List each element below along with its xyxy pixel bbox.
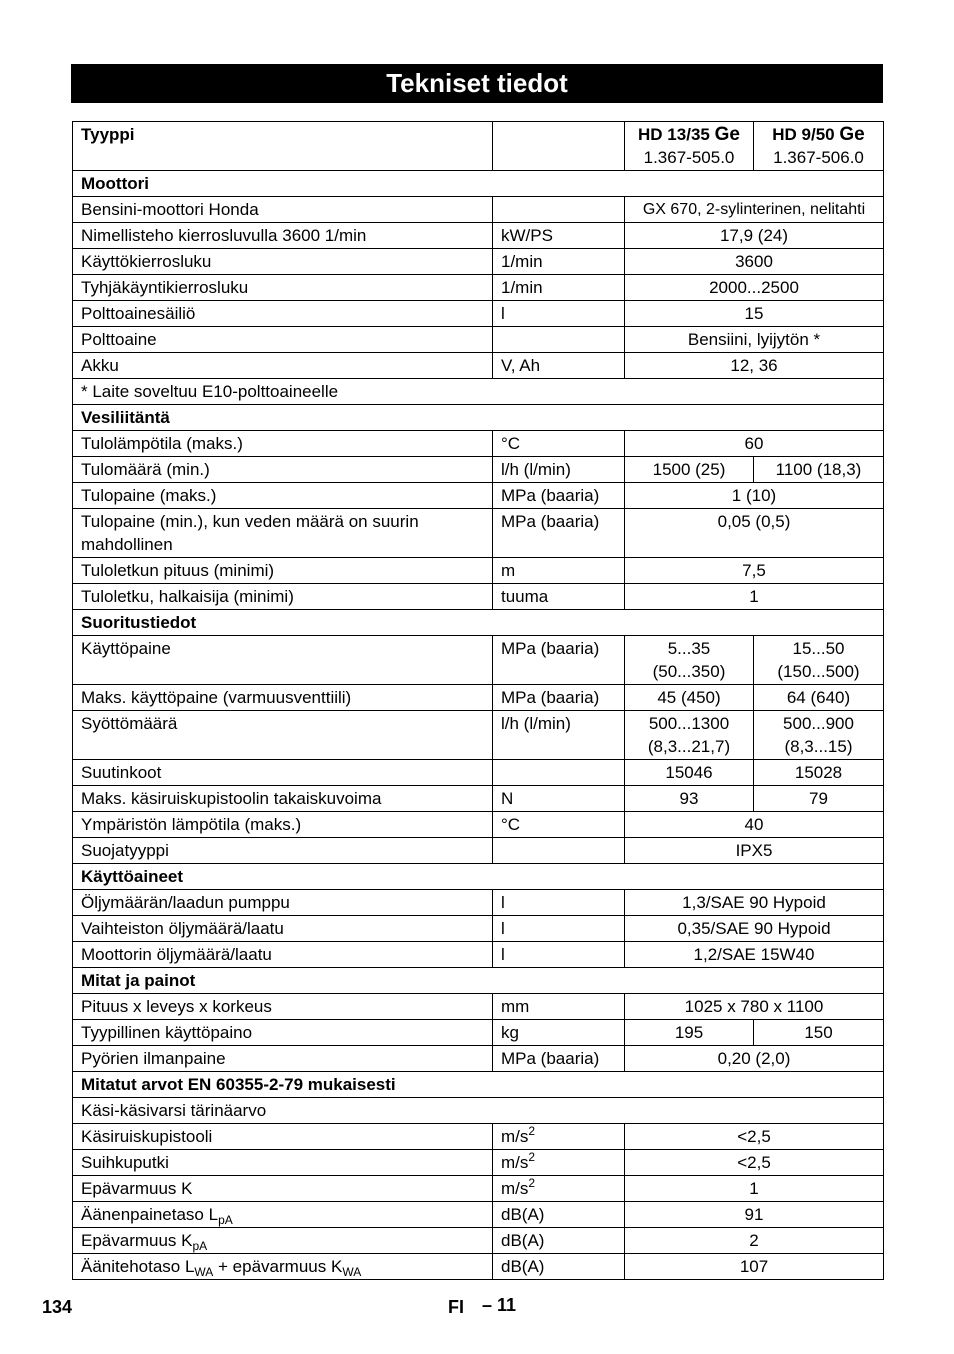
table-row: [73, 275, 884, 301]
spec-label-text: Epävarmuus K: [81, 1231, 193, 1250]
table-row: [73, 942, 884, 968]
label-continuation: + epävarmuus K: [213, 1257, 343, 1276]
spec-value: 1025 x 780 x 1100: [625, 994, 884, 1020]
spec-unit: [493, 558, 625, 584]
table-row: [73, 786, 884, 812]
label-subscript-2: WA: [342, 1265, 362, 1279]
spec-label: [73, 812, 493, 838]
label-subscript: pA: [192, 1239, 208, 1253]
spec-value: 107: [625, 1254, 884, 1280]
model-2-header: [754, 122, 884, 171]
spec-value: 1: [625, 1176, 884, 1202]
spec-unit: [493, 636, 625, 685]
spec-unit-text: l: [501, 304, 505, 323]
table-row: [73, 1254, 884, 1280]
spec-unit-text: dB(A): [501, 1231, 545, 1250]
spec-unit: [493, 197, 625, 223]
table-row: [73, 509, 884, 558]
spec-unit-text: MPa (baaria): [501, 486, 600, 505]
spec-value: IPX5: [625, 838, 884, 864]
spec-label-text: Ympäristön lämpötila (maks.): [81, 815, 302, 834]
spec-unit-text: 1/min: [501, 278, 543, 297]
spec-value: 0,35/SAE 90 Hypoid: [625, 916, 884, 942]
spec-value: 0,20 (2,0): [625, 1046, 884, 1072]
table-row: [73, 890, 884, 916]
spec-unit: [493, 275, 625, 301]
section-heading: Moottori: [73, 171, 884, 197]
spec-label-text: Tulolämpötila (maks.): [81, 434, 243, 453]
spec-value: <2,5: [625, 1124, 884, 1150]
table-row: [73, 685, 884, 711]
spec-unit-text: N: [501, 789, 514, 808]
spec-unit-text: V, Ah: [501, 356, 541, 375]
spec-value-model-2: 79: [754, 786, 884, 812]
section-page: – 11: [482, 1295, 517, 1315]
spec-value: 2: [625, 1228, 884, 1254]
spec-value: 12, 36: [625, 353, 884, 379]
section-heading: Mitat ja painot: [73, 968, 884, 994]
spec-unit: [493, 685, 625, 711]
model-2-suffix: Ge: [839, 124, 865, 145]
spec-unit-text: l/h (l/min): [501, 460, 571, 479]
spec-unit: [493, 916, 625, 942]
spec-label: [73, 685, 493, 711]
spec-label-text: Maks. käsiruiskupistoolin takaiskuvoima: [81, 789, 382, 808]
spec-unit: [493, 327, 625, 353]
model-1-suffix: Ge: [714, 124, 740, 145]
table-header-row: [73, 122, 884, 171]
spec-unit: [493, 1020, 625, 1046]
section-row: [73, 968, 884, 994]
section-row: [73, 864, 884, 890]
spec-label-text: Suojatyyppi: [81, 841, 169, 860]
table-row: [73, 711, 884, 760]
spec-label-text: Vaihteiston öljymäärä/laatu: [81, 919, 284, 938]
section-row: [73, 1072, 884, 1098]
spec-label: [73, 301, 493, 327]
spec-unit-text: dB(A): [501, 1205, 545, 1224]
model-1-name: HD 13/35: [638, 125, 710, 144]
table-row: [73, 760, 884, 786]
spec-label: [73, 786, 493, 812]
spec-label: [73, 994, 493, 1020]
spec-label: [73, 1020, 493, 1046]
spec-unit: [493, 223, 625, 249]
spec-unit: [493, 431, 625, 457]
spec-label-text: Käsiruiskupistooli: [81, 1127, 213, 1146]
spec-value: 60: [625, 431, 884, 457]
spec-value-model-1: 45 (450): [625, 685, 754, 711]
table-row: [73, 249, 884, 275]
header-unit-cell: [493, 122, 625, 171]
spec-unit-text: m/s: [501, 1153, 529, 1172]
spec-label: [73, 457, 493, 483]
section-row: [73, 610, 884, 636]
spec-unit: [493, 1254, 625, 1280]
spec-value-model-2: 150: [754, 1020, 884, 1046]
table-row: [73, 916, 884, 942]
spec-label-text: Tulomäärä (min.): [81, 460, 210, 479]
spec-value-model-1: 500...1300 (8,3...21,7): [625, 711, 754, 760]
model-2-part: 1.367-506.0: [773, 148, 864, 167]
spec-label: [73, 431, 493, 457]
note-text: * Laite soveltuu E10-polttoaineelle: [73, 379, 884, 405]
table-row: [73, 431, 884, 457]
section-heading: Suoritustiedot: [73, 610, 884, 636]
spec-unit: [493, 1176, 625, 1202]
spec-unit-text: kg: [501, 1023, 519, 1042]
spec-unit: [493, 1124, 625, 1150]
spec-unit-text: m/s: [501, 1127, 529, 1146]
spec-unit-text: m/s: [501, 1179, 529, 1198]
spec-unit: [493, 760, 625, 786]
spec-label-text: Käyttökierrosluku: [81, 252, 212, 271]
note-row: [73, 379, 884, 405]
spec-label: [73, 223, 493, 249]
spec-label-text: Suutinkoot: [81, 763, 162, 782]
spec-label-text: Äänitehotaso L: [81, 1257, 195, 1276]
spec-value: 17,9 (24): [625, 223, 884, 249]
spec-unit: [493, 1228, 625, 1254]
spec-label: [73, 353, 493, 379]
spec-label: [73, 327, 493, 353]
spec-label: [73, 1228, 493, 1254]
label-subscript: pA: [218, 1213, 233, 1227]
spec-unit-text: °C: [501, 434, 521, 453]
table-row: [73, 636, 884, 685]
language-code: FI: [448, 1297, 464, 1317]
spec-label-text: Käyttöpaine: [81, 639, 171, 658]
model-1-part: 1.367-505.0: [643, 148, 735, 167]
spec-value: 15: [625, 301, 884, 327]
spec-label: [73, 558, 493, 584]
spec-value: 1 (10): [625, 483, 884, 509]
spec-label-text: Moottorin öljymäärä/laatu: [81, 945, 272, 964]
section-heading: Mitatut arvot EN 60355-2-79 mukaisesti: [73, 1072, 884, 1098]
spec-label: [73, 1046, 493, 1072]
spec-label-text: Tyhjäkäyntikierrosluku: [81, 278, 249, 297]
spec-label: [73, 890, 493, 916]
model-1-header: [625, 122, 754, 171]
spec-unit: [493, 786, 625, 812]
spec-unit-text: kW/PS: [501, 226, 553, 245]
spec-unit-text: l: [501, 919, 505, 938]
spec-label: [73, 275, 493, 301]
spec-unit-text: l/h (l/min): [501, 714, 571, 733]
table-row: [73, 1202, 884, 1228]
unit-superscript: 2: [528, 1176, 536, 1190]
table-row: [73, 1176, 884, 1202]
spec-label: [73, 584, 493, 610]
spec-value: 0,05 (0,5): [625, 509, 884, 558]
spec-unit-text: MPa (baaria): [501, 512, 600, 531]
page-title: Tekniset tiedot: [71, 64, 883, 103]
spec-value: 3600: [625, 249, 884, 275]
spec-unit: [493, 353, 625, 379]
spec-unit: [493, 1150, 625, 1176]
table-row: [73, 838, 884, 864]
spec-value: 1,3/SAE 90 Hypoid: [625, 890, 884, 916]
table-row: [73, 353, 884, 379]
spec-value-model-2: 15...50 (150...500): [754, 636, 884, 685]
spec-label-text: Tuloletku, halkaisija (minimi): [81, 587, 294, 606]
spec-unit: [493, 890, 625, 916]
spec-label: [73, 636, 493, 685]
spec-unit-text: 1/min: [501, 252, 543, 271]
table-row: [73, 1150, 884, 1176]
spec-label-text: Tulopaine (maks.): [81, 486, 217, 505]
table-row: [73, 812, 884, 838]
note-text: Käsi-käsivarsi tärinäarvo: [73, 1098, 884, 1124]
spec-label-text: Akku: [81, 356, 119, 375]
spec-unit-text: l: [501, 945, 505, 964]
spec-value: 40: [625, 812, 884, 838]
table-row: [73, 584, 884, 610]
spec-label: [73, 1150, 493, 1176]
spec-unit: [493, 301, 625, 327]
spec-unit-text: dB(A): [501, 1257, 545, 1276]
table-row: [73, 483, 884, 509]
section-row: [73, 405, 884, 431]
spec-value: Bensiini, lyijytön *: [625, 327, 884, 353]
spec-label-text: Syöttömäärä: [81, 714, 178, 733]
spec-value-model-1: 1500 (25): [625, 457, 754, 483]
spec-label-text: Tyypillinen käyttöpaino: [81, 1023, 253, 1042]
table-row: [73, 1020, 884, 1046]
spec-label-text: Polttoainesäiliö: [81, 304, 196, 323]
spec-unit-text: MPa (baaria): [501, 639, 600, 658]
spec-value-model-2: 500...900 (8,3...15): [754, 711, 884, 760]
note-row: [73, 1098, 884, 1124]
table-row: [73, 457, 884, 483]
spec-unit-text: °C: [501, 815, 521, 834]
spec-label: [73, 760, 493, 786]
spec-unit: [493, 584, 625, 610]
table-row: [73, 994, 884, 1020]
spec-value-model-1: 93: [625, 786, 754, 812]
spec-unit: [493, 249, 625, 275]
spec-label: [73, 1254, 493, 1280]
table-row: [73, 197, 884, 223]
spec-value: 2000...2500: [625, 275, 884, 301]
spec-table: [72, 121, 884, 1280]
spec-label-text: Öljymäärän/laadun pumppu: [81, 893, 290, 912]
spec-value: 1: [625, 584, 884, 610]
spec-unit: [493, 994, 625, 1020]
spec-unit: [493, 509, 625, 558]
spec-unit: [493, 838, 625, 864]
spec-unit: [493, 1202, 625, 1228]
section-row: [73, 171, 884, 197]
spec-label-text: Nimellisteho kierrosluvulla 3600 1/min: [81, 226, 367, 245]
spec-label-text: Pituus x leveys x korkeus: [81, 997, 272, 1016]
spec-value: 91: [625, 1202, 884, 1228]
spec-label-text: Maks. käyttöpaine (varmuusventtiili): [81, 688, 352, 707]
unit-superscript: 2: [528, 1124, 536, 1138]
spec-value: 7,5: [625, 558, 884, 584]
spec-value: 1,2/SAE 15W40: [625, 942, 884, 968]
spec-label: [73, 916, 493, 942]
spec-unit-text: m: [501, 561, 516, 580]
spec-label: [73, 711, 493, 760]
spec-unit: [493, 942, 625, 968]
spec-value: GX 670, 2-sylinterinen, nelitahti: [625, 197, 884, 223]
spec-unit: [493, 1046, 625, 1072]
spec-unit: [493, 711, 625, 760]
page-number: 134: [42, 1297, 73, 1317]
spec-label-text: Tuloletkun pituus (minimi): [81, 561, 275, 580]
table-row: [73, 558, 884, 584]
spec-unit: [493, 483, 625, 509]
spec-label: [73, 1124, 493, 1150]
spec-unit-text: MPa (baaria): [501, 1049, 600, 1068]
spec-unit: [493, 812, 625, 838]
spec-label-text: Pyörien ilmanpaine: [81, 1049, 226, 1068]
spec-value-model-2: 1100 (18,3): [754, 457, 884, 483]
table-row: [73, 301, 884, 327]
spec-label: [73, 838, 493, 864]
table-row: [73, 1228, 884, 1254]
table-row: [73, 1124, 884, 1150]
section-heading: Vesiliitäntä: [73, 405, 884, 431]
unit-superscript: 2: [528, 1150, 536, 1164]
spec-label: [73, 197, 493, 223]
spec-unit-text: mm: [501, 997, 530, 1016]
spec-label: [73, 509, 493, 558]
table-row: [73, 1046, 884, 1072]
spec-value-model-2: 15028: [754, 760, 884, 786]
model-2-name: HD 9/50: [772, 125, 835, 144]
type-label: Tyyppi: [73, 122, 493, 171]
spec-label: [73, 483, 493, 509]
spec-label-text: Polttoaine: [81, 330, 157, 349]
spec-label: [73, 249, 493, 275]
spec-unit: [493, 457, 625, 483]
spec-label: [73, 942, 493, 968]
spec-value-model-1: 195: [625, 1020, 754, 1046]
spec-unit-text: MPa (baaria): [501, 688, 600, 707]
spec-label: [73, 1176, 493, 1202]
spec-unit-text: tuuma: [501, 587, 549, 606]
spec-label-text: Bensini-moottori Honda: [81, 200, 259, 219]
spec-value-model-1: 15046: [625, 760, 754, 786]
spec-value-model-1: 5...35 (50...350): [625, 636, 754, 685]
spec-label-text: Tulopaine (min.), kun veden määrä on suurin mahdollinen: [81, 512, 419, 554]
spec-value-model-2: 64 (640): [754, 685, 884, 711]
section-heading: Käyttöaineet: [73, 864, 884, 890]
spec-label: [73, 1202, 493, 1228]
spec-label-text: Suihkuputki: [81, 1153, 169, 1172]
spec-label-text: Äänenpainetaso L: [81, 1205, 219, 1224]
spec-label-text: Epävarmuus K: [81, 1179, 193, 1198]
spec-unit-text: l: [501, 893, 505, 912]
label-subscript: WA: [194, 1265, 214, 1279]
table-row: [73, 327, 884, 353]
table-row: [73, 223, 884, 249]
spec-value: <2,5: [625, 1150, 884, 1176]
